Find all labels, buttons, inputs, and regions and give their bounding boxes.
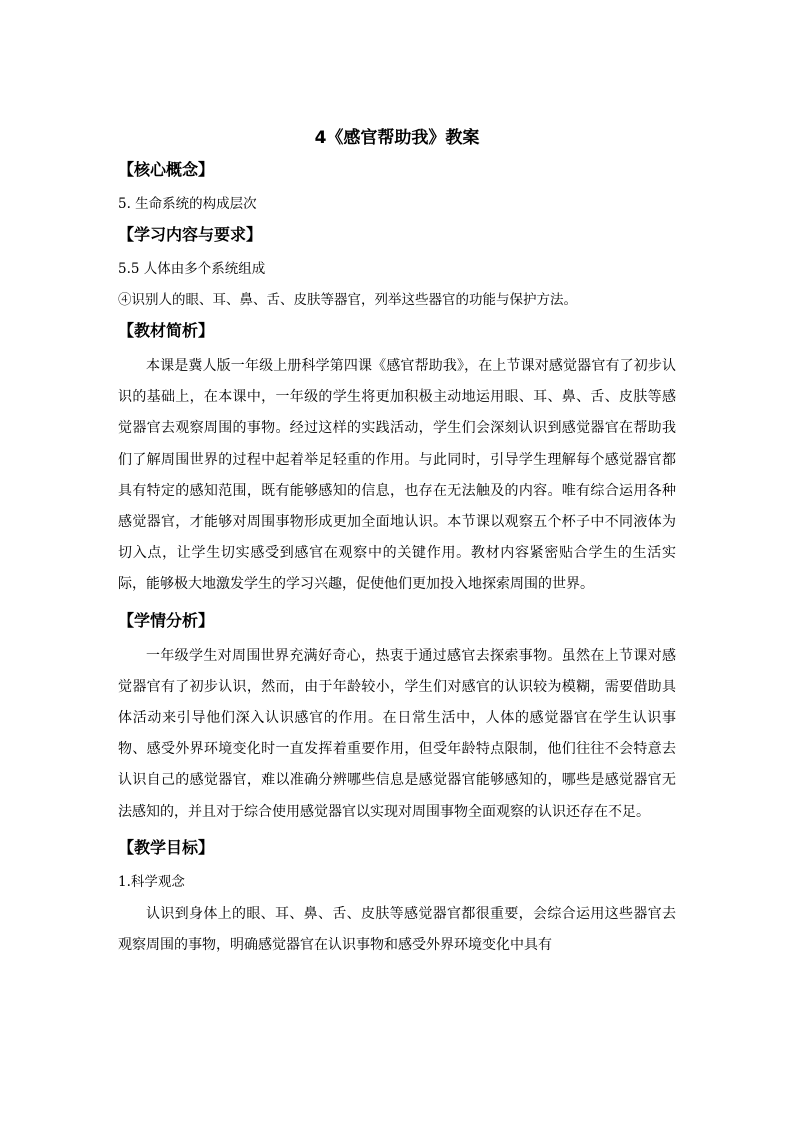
content-requirement-item: 5.5 人体由多个系统组成 xyxy=(118,261,266,277)
learner-analysis-paragraph: 一年级学生对周围世界充满好奇心，热衷于通过感官去探索事物。虽然在上节课对感觉器官有了初步认识，然而，由于年龄较小，学生们对感官的认识较为模糊，需要借助具体活动来引导他们深入认识感官的作用。在日常生活中，人体的感觉器官在学生认识事物、感受外界环境变化时一直发挥着重要作用，但受年龄特点限制，他们往往不会特意去认识自己的感觉器官，难以准确分辨哪些信息是感觉器官能够感知的，哪些是感觉器官无法感知的，并且对于综合使用感觉器官以实现对周围事物全面观察的认识还存在不足。 xyxy=(118,647,676,820)
core-concept-item: 5. 生命系统的构成层次 xyxy=(118,196,257,212)
teaching-goals-paragraph: 认识到身体上的眼、耳、鼻、舌、皮肤等感觉器官都很重要，会综合运用这些器官去观察周围的事物，明确感觉器官在认识事物和感受外界环境变化中具有 xyxy=(118,905,676,954)
section-heading-learner-analysis: 【学情分析】 xyxy=(118,610,215,630)
section-heading-content-requirements: 【学习内容与要求】 xyxy=(118,225,263,244)
section-heading-textbook-analysis: 【教材简析】 xyxy=(118,321,215,340)
teaching-goals-subheading: 1.科学观念 xyxy=(118,873,185,890)
section-heading-teaching-goals: 【教学目标】 xyxy=(118,837,215,857)
document-page xyxy=(118,126,676,961)
section-heading-core-concept: 【核心概念】 xyxy=(118,160,215,179)
document-title: 4《感官帮助我》教案 xyxy=(314,128,480,148)
content-requirement-item: ④识别人的眼、耳、鼻、舌、皮肤等器官，列举这些器官的功能与保护方法。 xyxy=(118,292,577,308)
textbook-analysis-paragraph: 本课是冀人版一年级上册科学第四课《感官帮助我》，在上节课对感觉器官有了初步认识的基础上，在本课中，一年级的学生将更加积极主动地运用眼、耳、鼻、舌、皮肤等感觉器官去观察周围的事物。经过这样的实践活动，学生们会深刻认识到感觉器官在帮助我们了解周围世界的过程中起着举足轻重的作用。与此同时，引导学生理解每个感觉器官都具有特定的感知范围，既有能够感知的信息，也存在无法触及的内容。唯有综合运用各种感觉器官，才能够对周围事物形成更加全面地认识。本节课以观察五个杯子中不同液体为切入点，让学生切实感受到感官在观察中的关键作用。教材内容紧密贴合学生的生活实际，能够极大地激发学生的学习兴趣，促使他们更加投入地探索周围的世界。 xyxy=(118,358,676,593)
